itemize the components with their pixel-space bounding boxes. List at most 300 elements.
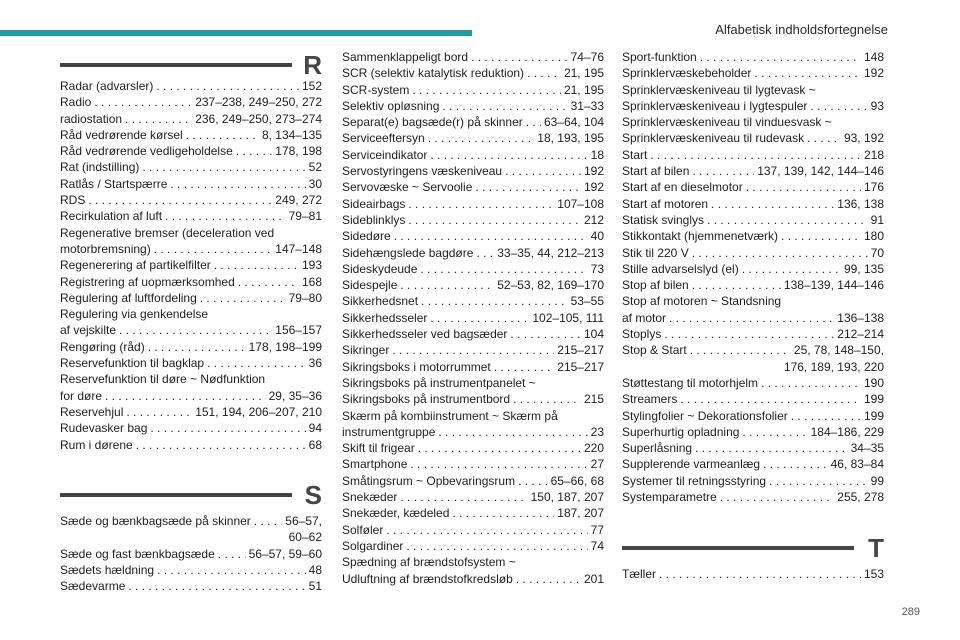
index-entry-pages: 237–238, 249–250, 272 [195, 95, 322, 110]
index-entry [60, 192, 322, 208]
index-entry-pages: 102–105, 111 [532, 310, 604, 325]
index-entry [342, 359, 604, 375]
index-entry [622, 277, 884, 293]
index-entry [60, 127, 322, 143]
index-entry-term: Sidedøre [342, 229, 391, 244]
index-entry [342, 196, 604, 212]
index-entry [622, 228, 884, 244]
dot-leader [475, 179, 581, 195]
dot-leader [200, 290, 286, 306]
index-entry-term: Superlåsning [622, 441, 693, 456]
dot-leader [471, 49, 568, 65]
index-entry-term: Supplerende varmeanlæg [622, 457, 761, 472]
index-entry-pages: 40 [590, 229, 604, 244]
page-header-title: Alfabetisk indholdsfortegnelse [715, 22, 888, 37]
index-entry [622, 456, 884, 472]
index-entry-term: Start af en dieselmotor [622, 180, 743, 195]
index-entry-pages: 168 [301, 274, 322, 289]
index-entry-term: motorbremsning) [60, 241, 151, 256]
index-entry-term: Spædning af brændstofsystem ~ [342, 555, 516, 570]
index-entry-term: Skift til frigear [342, 441, 415, 456]
index-entry-pages: 190 [863, 375, 884, 390]
index-entry [60, 322, 322, 338]
index-entry-term: Regulering via genkendelse [60, 307, 209, 322]
dot-leader [664, 326, 834, 342]
index-entry-term: Sædevarme [60, 579, 126, 594]
dot-leader [214, 257, 299, 273]
dot-leader [516, 571, 581, 587]
index-entry-pages: 212 [583, 212, 604, 227]
index-entry-pages: 52 [308, 160, 322, 175]
index-entry-term: Udluftning af brændstofkredsløb [342, 571, 513, 586]
index-entry-term: Ratlås / Startspærre [60, 176, 168, 191]
index-entry-term: Stylingfolier ~ Dekorationsfolier [622, 408, 788, 423]
index-entry-pages: 79–81 [288, 209, 322, 224]
index-entry-term: Systemer til retningsstyring [622, 473, 767, 488]
dot-leader [126, 404, 192, 420]
index-entry [622, 326, 884, 342]
index-entry-pages: 107–108 [557, 196, 604, 211]
index-entry [342, 147, 604, 163]
section-letter: S [304, 480, 322, 510]
dot-leader [421, 293, 568, 309]
index-entry-term: Regenerering af partikelfilter [60, 258, 211, 273]
dot-leader [119, 322, 272, 338]
index-entry-term: Rudevasker bag [60, 421, 148, 436]
dot-leader [392, 342, 554, 358]
index-entry-pages: 74 [590, 538, 604, 553]
index-entry-continuation: 176, 189, 193, 220 [783, 359, 884, 374]
index-entry [60, 241, 322, 257]
entries-s-3 [622, 49, 884, 505]
dot-leader [669, 310, 834, 326]
index-entry-term: Servostyringens væskeniveau [342, 164, 503, 179]
index-entry-pages: 153 [863, 567, 884, 581]
index-entry-term: Sprinklervæskebeholder [622, 66, 752, 81]
index-entry [622, 424, 884, 440]
dot-leader [527, 65, 561, 81]
index-entry-pages: 51 [308, 579, 322, 594]
index-entry-term: Sprinklervæskeniveau til rudevask [622, 131, 805, 146]
index-entry-pages: 21, 195 [563, 82, 604, 97]
index-entry-pages: 151, 194, 206–207, 210 [195, 404, 322, 419]
index-entry [622, 212, 884, 228]
index-entry-pages: 27 [590, 457, 604, 472]
dot-leader [428, 130, 535, 146]
index-entry [60, 143, 322, 159]
index-entry-term: radiostation [60, 111, 123, 126]
index-entry-term: Superhurtig opladning [622, 424, 740, 439]
index-entry-term: Sidehængslede bagdøre [342, 245, 474, 260]
dot-leader [452, 505, 554, 521]
index-entry-pages: 91 [870, 212, 884, 227]
dot-leader [690, 342, 791, 358]
index-entry-pages: 63–64, 104 [543, 115, 604, 130]
index-entry-term: Sikkerhedsseler ved bagsæder [342, 327, 508, 342]
dot-leader [680, 391, 861, 407]
index-entry [342, 245, 604, 261]
index-entry-pages: 33–35, 44, 212–213 [497, 245, 604, 260]
index-entry-pages: 212–214 [837, 327, 884, 342]
dot-leader [476, 245, 494, 261]
index-entry-term: Serviceeftersyn [342, 131, 425, 146]
index-entry-pages: 31–33 [570, 98, 604, 113]
dot-leader [236, 143, 273, 159]
index-entry-pages: 215 [583, 392, 604, 407]
index-entry-term: Sport-funktion [622, 50, 697, 64]
index-entry-term: Rengøring (råd) [60, 339, 145, 354]
index-entry-pages: 65–66, 68 [550, 473, 604, 488]
index-entry-term: Reservehjul [60, 404, 124, 419]
index-entry-pages: 218 [863, 147, 884, 162]
dot-leader [156, 78, 299, 94]
index-entry-pages: 220 [583, 441, 604, 456]
dot-leader [148, 339, 246, 355]
index-entry-term: Stik til 220 V [622, 245, 689, 260]
dot-leader [513, 391, 581, 407]
index-entry [342, 424, 604, 440]
index-entry-pages: 30 [308, 176, 322, 191]
dot-leader [150, 420, 305, 436]
dot-leader [408, 196, 554, 212]
index-entry [60, 388, 322, 404]
index-entry-pages: 215–217 [557, 343, 604, 358]
index-entry [60, 513, 322, 529]
dot-leader [105, 388, 266, 404]
index-entry-pages: 53–55 [570, 294, 604, 309]
index-entry-pages: 156–157 [275, 323, 322, 338]
index-entry [60, 274, 322, 290]
index-entry-term: Start af bilen [622, 164, 690, 179]
index-entry-pages: 23 [590, 424, 604, 439]
dot-leader [408, 212, 581, 228]
index-entry [60, 176, 322, 192]
index-entry [622, 82, 884, 98]
dot-leader [707, 212, 868, 228]
index-entry-term: Rum i dørene [60, 437, 133, 452]
index-entry [342, 261, 604, 277]
index-entry-term: Radar (advarsler) [60, 79, 154, 93]
index-entry-pages: 180 [863, 229, 884, 244]
index-entry-term: Stop & Start [622, 343, 687, 358]
index-entry [342, 391, 604, 407]
index-entry [622, 245, 884, 261]
index-entry [60, 355, 322, 371]
index-entry-pages: 249, 272 [275, 193, 322, 208]
index-entry [342, 440, 604, 456]
index-entry-term: Rat (indstilling) [60, 160, 140, 175]
dot-leader [430, 147, 587, 163]
index-entry-term: SCR-system [342, 82, 410, 97]
index-entry [622, 196, 884, 212]
index-entry-term: Serviceindikator [342, 147, 428, 162]
index-entry-pages: 18, 193, 195 [537, 131, 604, 146]
index-entry-pages: 104 [583, 327, 604, 342]
index-entry-term: Stille advarselslyd (el) [622, 261, 739, 276]
index-entry-pages: 8, 134–135 [261, 127, 322, 142]
index-entry-pages: 199 [863, 392, 884, 407]
index-entry-term: Sikringer [342, 343, 390, 358]
index-entry-pages: 29, 35–36 [268, 388, 322, 403]
index-entry-term: Registrering af uopmærksomhed [60, 274, 235, 289]
dot-leader [494, 359, 555, 375]
index-entry-term: Sammenklappeligt bord [342, 50, 469, 64]
entries-t [622, 566, 884, 582]
index-entry [622, 65, 884, 81]
dot-leader [518, 473, 548, 489]
dot-leader [170, 176, 305, 192]
index-entry [60, 437, 322, 453]
index-entry-term: Start [622, 147, 648, 162]
index-entry-term: Selektiv opløsning [342, 98, 440, 113]
index-entry-term: Servovæske ~ Servoolie [342, 180, 473, 195]
dot-leader [526, 114, 541, 130]
index-entry [60, 404, 322, 420]
index-entry [60, 225, 322, 241]
index-entry-pages: 178, 198 [275, 144, 322, 159]
index-entry-term: Systemparametre [622, 490, 717, 505]
index-entry [342, 571, 604, 587]
index-entry-pages: 77 [590, 522, 604, 537]
index-entry [622, 375, 884, 391]
index-entry-term: Sidespejle [342, 278, 398, 293]
index-entry [60, 94, 322, 110]
section-letter: R [303, 50, 322, 80]
index-entry [342, 538, 604, 554]
index-entry [342, 489, 604, 505]
index-entry-pages: 56–57, 59–60 [248, 546, 322, 561]
dot-leader [807, 130, 841, 146]
dot-leader [186, 127, 259, 143]
index-entry-pages: 48 [308, 562, 322, 577]
index-entry-pages: 187, 207 [557, 506, 604, 521]
index-entry [622, 261, 884, 277]
dot-leader [386, 522, 587, 538]
index-entry [622, 310, 884, 326]
index-entry-term: af motor [622, 310, 667, 325]
index-entry [60, 208, 322, 224]
index-entry-pages: 192 [583, 180, 604, 195]
index-entry-term: Sæde og bænkbagsæde på skinner [60, 514, 251, 528]
index-entry-term: Streamers [622, 392, 678, 407]
dot-leader [438, 424, 587, 440]
index-entry-pages: 73 [590, 261, 604, 276]
index-entry [60, 78, 322, 94]
index-entry-term: Stop af motoren ~ Standsning [622, 294, 782, 309]
index-entry-pages: 46, 83–84 [830, 457, 884, 472]
dot-leader [125, 111, 192, 127]
index-entry [622, 163, 884, 179]
index-entry-pages: 94 [308, 421, 322, 436]
index-entry-pages: 147–148 [275, 241, 322, 256]
entries-s-1 [60, 513, 322, 594]
index-entry [342, 163, 604, 179]
index-entry [342, 293, 604, 309]
index-entry [60, 339, 322, 355]
index-entry-term: Sikringsboks på instrumentpanelet ~ [342, 375, 536, 390]
index-entry-term: Sikkerhedsseler [342, 310, 428, 325]
dot-leader [128, 578, 305, 594]
index-entry [622, 49, 884, 65]
index-entry-pages: 93 [870, 98, 884, 113]
index-entry [342, 408, 604, 424]
index-entry-term: Separat(e) bagsæde(r) på skinner [342, 115, 523, 130]
index-entry-term: Snekæder, kædeled [342, 506, 450, 521]
index-entry-pages: 25, 78, 148–150, [793, 343, 884, 358]
index-entry-term: Støttestang til motorhjelm [622, 375, 759, 390]
index-entry [342, 212, 604, 228]
index-entry-term: Stikkontakt (hjemmenetværk) [622, 229, 779, 244]
index-entry [622, 566, 884, 582]
index-entry-term: Stoplys [622, 327, 662, 342]
index-entry [622, 342, 884, 358]
dot-leader [692, 163, 754, 179]
index-entry-term: Sprinklervæskeniveau til lygtevask ~ [622, 82, 816, 97]
index-entry-term: Start af motoren [622, 196, 709, 211]
index-entry [60, 257, 322, 273]
index-entry-pages: 36 [308, 356, 322, 371]
index-entry [342, 179, 604, 195]
index-entry-term: Sprinklervæskeniveau til vinduesvask ~ [622, 115, 832, 130]
index-entry [622, 408, 884, 424]
index-entry-term: Råd vedrørende kørsel [60, 127, 183, 142]
index-entry-term: instrumentgruppe [342, 424, 436, 439]
entries-s-2 [342, 49, 604, 587]
index-entry [622, 98, 884, 114]
index-entry [342, 130, 604, 146]
index-entry [342, 310, 604, 326]
index-entry [342, 505, 604, 521]
index-entry-term: Regenerative bremser (deceleration ved [60, 225, 275, 240]
page-number: 289 [901, 606, 920, 618]
dot-leader [142, 159, 305, 175]
index-entry-term: Regulering af luftfordeling [60, 290, 197, 305]
index-entry-term: Sideblinklys [342, 212, 406, 227]
dot-leader [695, 440, 848, 456]
dot-leader [238, 274, 299, 290]
index-entry-pages: 56–57, [285, 514, 322, 528]
index-entry-term: Stop af bilen [622, 278, 689, 293]
index-entry-pages: 18 [590, 147, 604, 162]
index-entry-term: Reservefunktion til bagklap [60, 356, 205, 371]
index-entry-pages: 93, 192 [843, 131, 884, 146]
index-entry-pages: 255, 278 [837, 490, 884, 505]
index-entry [60, 578, 322, 594]
dot-leader [94, 94, 192, 110]
dot-leader [165, 208, 286, 224]
index-entry-term: Sikkerhedsnet [342, 294, 419, 309]
index-entry-pages: 34–35 [850, 441, 884, 456]
index-entry-pages: 236, 249–250, 273–274 [195, 111, 322, 126]
dot-leader [218, 546, 246, 562]
dot-leader [400, 489, 527, 505]
index-entry-pages: 136, 138 [837, 196, 884, 211]
index-entry [342, 82, 604, 98]
index-entry-pages: 152 [301, 79, 322, 93]
index-entry-term: for døre [60, 388, 103, 403]
index-entry [60, 290, 322, 306]
dot-leader [442, 98, 567, 114]
index-entry [622, 130, 884, 146]
index-entry [342, 375, 604, 391]
index-entry-pages: 192 [583, 164, 604, 179]
index-entry [60, 111, 322, 127]
dot-leader [406, 538, 587, 554]
index-entry-term: RDS [60, 193, 86, 208]
index-entry [622, 489, 884, 505]
index-entry-term: Radio [60, 95, 92, 110]
index-entry-pages: 99, 135 [843, 261, 884, 276]
index-entry-term: Sideairbags [342, 196, 406, 211]
index-entry-term: Solføler [342, 522, 384, 537]
index-entry-pages: 184–186, 229 [810, 424, 884, 439]
index-entry-term: SCR (selektiv katalytisk reduktion) [342, 66, 525, 81]
dot-leader [157, 562, 306, 578]
index-entry [622, 293, 884, 309]
index-entry [342, 522, 604, 538]
dot-leader [700, 49, 861, 65]
index-entry [342, 65, 604, 81]
dot-leader [692, 277, 781, 293]
entries-r [60, 78, 322, 453]
index-entry-pages: 52–53, 82, 169–170 [497, 278, 604, 293]
index-entry-pages: 192 [863, 66, 884, 81]
index-entry [342, 456, 604, 472]
index-entry [342, 98, 604, 114]
index-entry [622, 147, 884, 163]
index-entry-term: Sæde og fast bænkbagsæde [60, 546, 215, 561]
dot-leader [781, 228, 861, 244]
dot-leader [659, 566, 861, 582]
index-entry-term: Solgardiner [342, 538, 404, 553]
index-entry [342, 228, 604, 244]
index-entry [622, 473, 884, 489]
index-entry-pages: 79–80 [288, 290, 322, 305]
index-entry-pages: 193 [301, 258, 322, 273]
index-entry-continuation: 60–62 [288, 530, 322, 545]
dot-leader [720, 489, 835, 505]
dot-leader [412, 82, 561, 98]
index-entry-term: Recirkulation af luft [60, 209, 163, 224]
index-entry-pages: 99 [870, 473, 884, 488]
dot-leader [763, 456, 828, 472]
index-entry-term: Sprinklervæskeniveau i lygtespuler [622, 98, 808, 113]
dot-leader [136, 437, 306, 453]
dot-leader [692, 245, 868, 261]
index-entry-pages: 74–76 [570, 50, 604, 64]
index-entry-pages: 136–138 [837, 310, 884, 325]
index-entry-term: Sædets hældning [60, 562, 155, 577]
index-entry-pages: 215–217 [557, 359, 604, 374]
dot-leader [420, 261, 587, 277]
index-entry [60, 371, 322, 387]
index-entry-pages: 21, 195 [563, 66, 604, 81]
dot-leader [400, 277, 494, 293]
dot-leader [410, 456, 587, 472]
dot-leader [650, 147, 861, 163]
dot-leader [746, 179, 861, 195]
dot-leader [88, 192, 272, 208]
dot-leader [154, 241, 273, 257]
index-entry-pages: 150, 187, 207 [530, 490, 604, 505]
header-accent-bar [0, 30, 472, 36]
index-entry [60, 546, 322, 562]
dot-leader [418, 440, 581, 456]
index-entry [342, 342, 604, 358]
dot-leader [254, 513, 283, 529]
dot-leader [742, 261, 841, 277]
index-entry [342, 114, 604, 130]
